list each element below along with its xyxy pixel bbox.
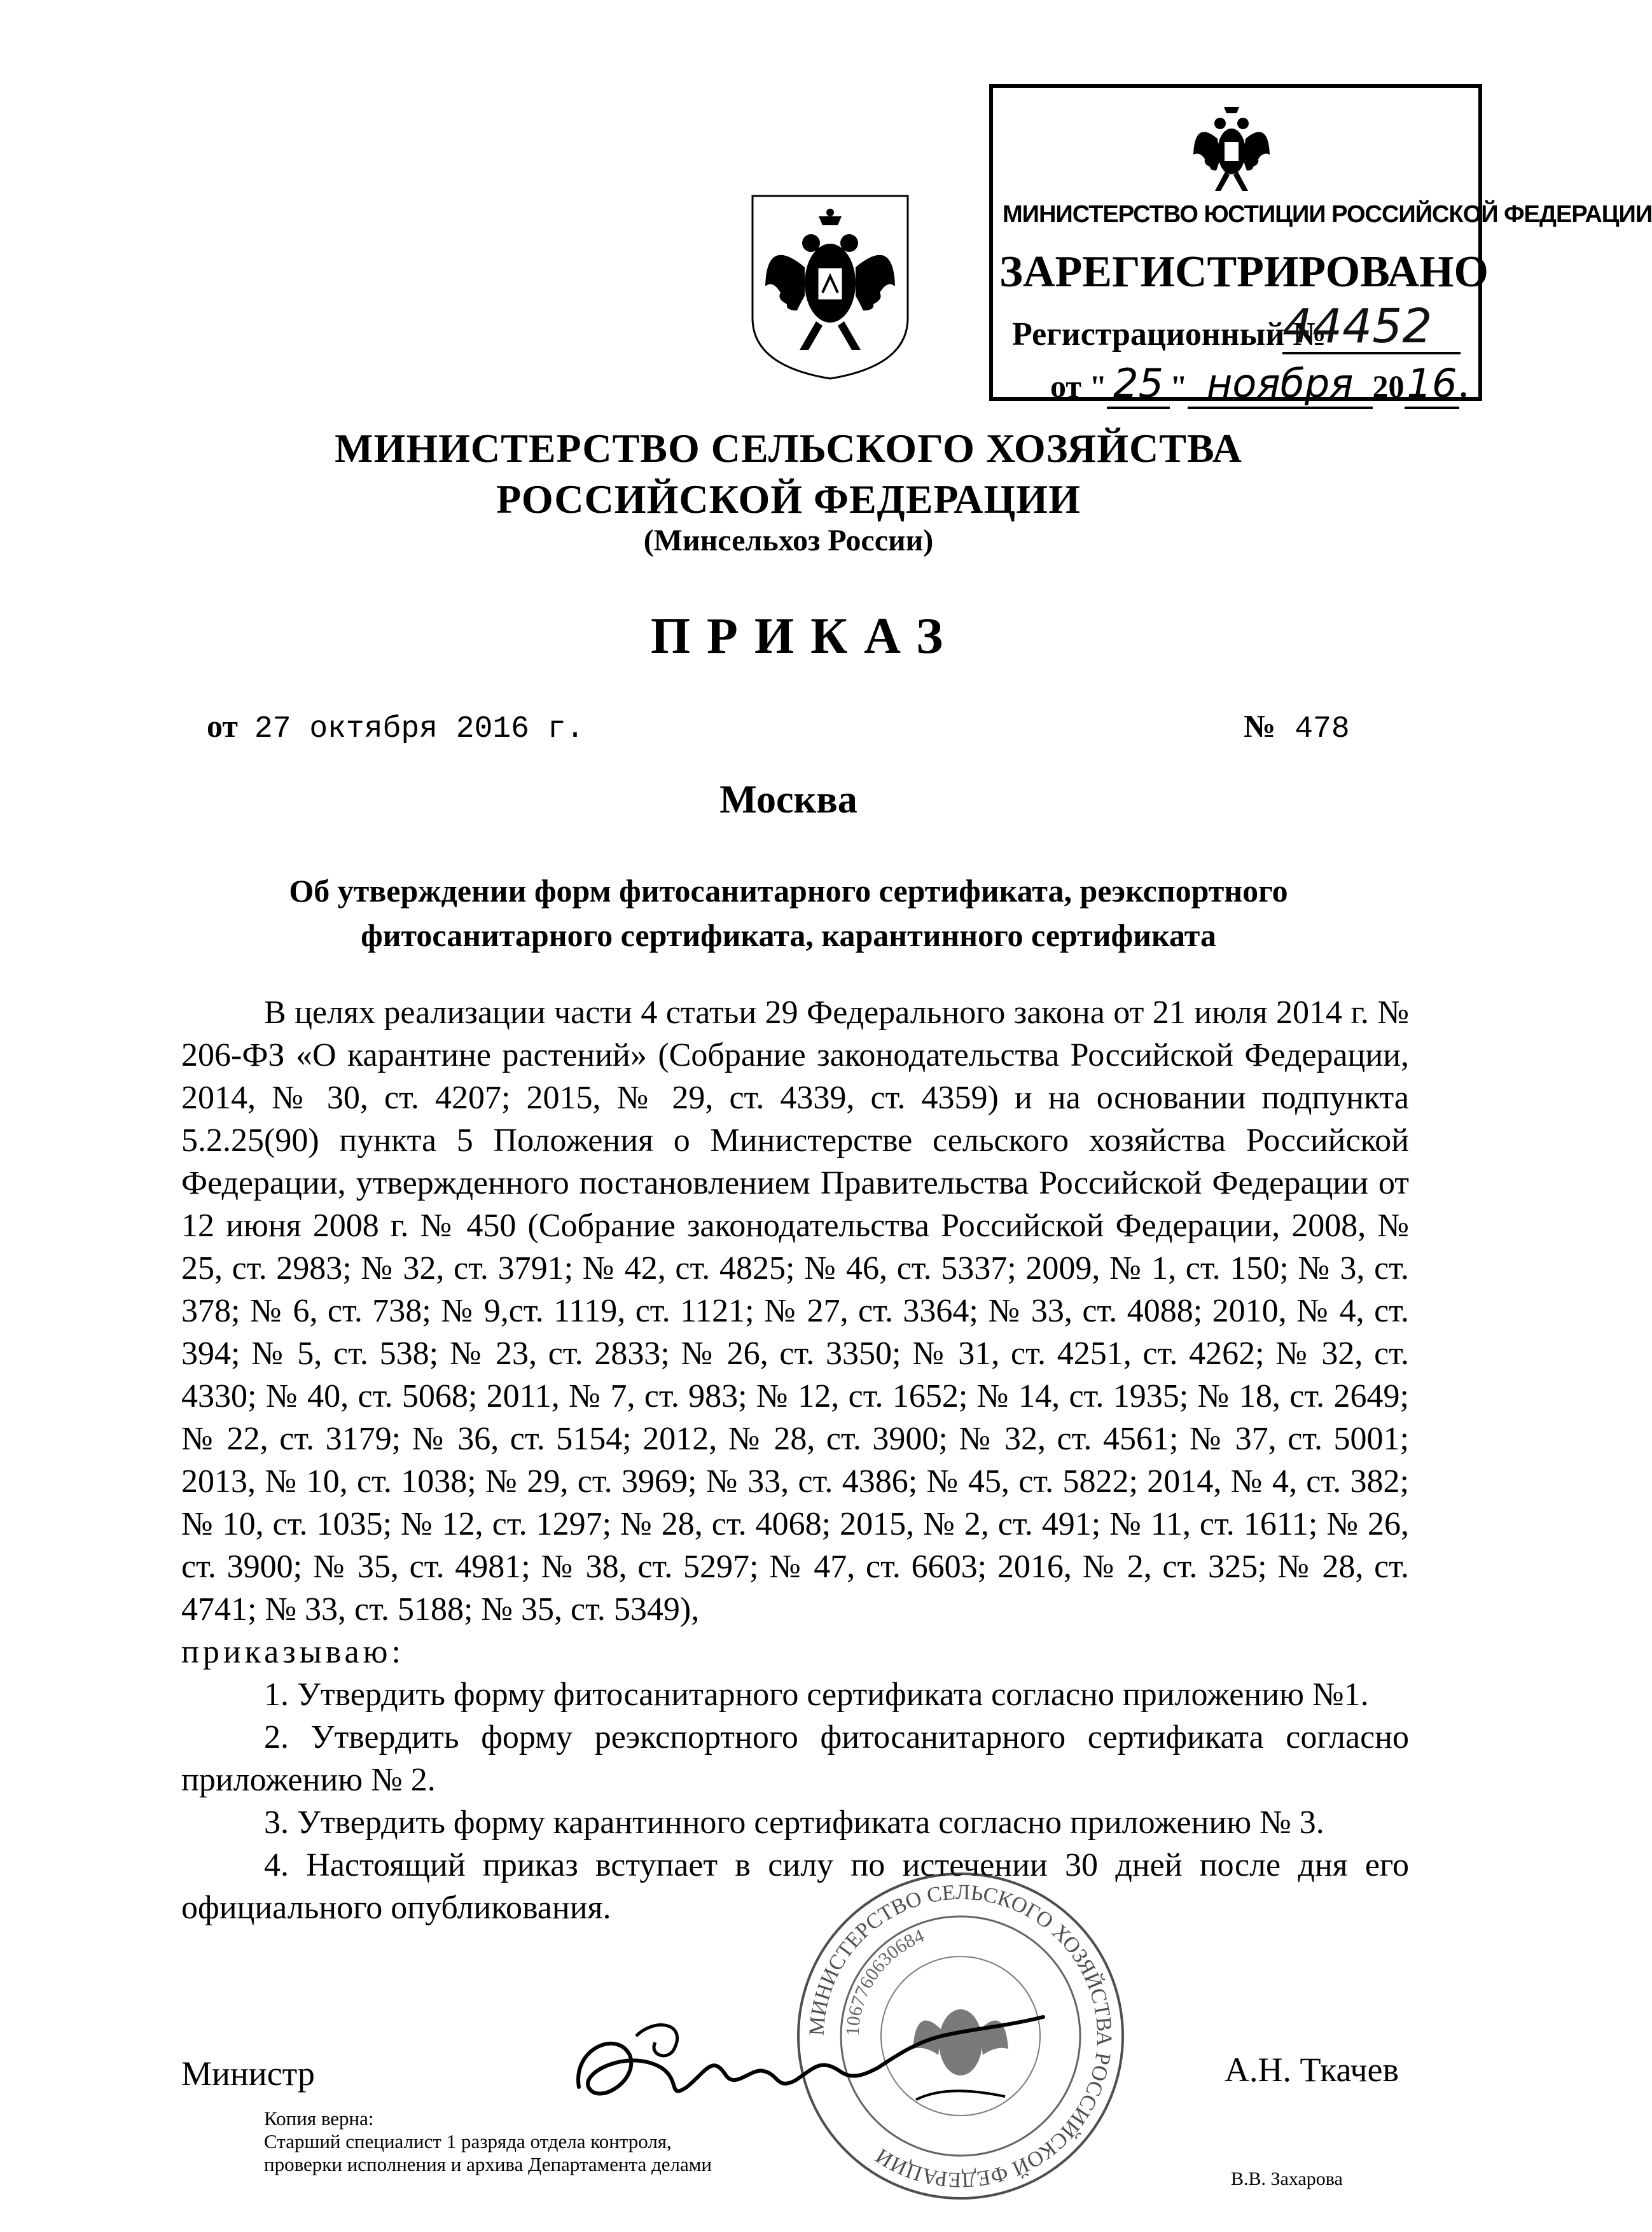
order-item-1: 1. Утвердить форму фитосанитарного сертификата согласно приложению №1. xyxy=(264,1677,1369,1713)
order-date-value: 27 октября 2016 г. xyxy=(254,712,585,746)
stamp-date-end: . xyxy=(1459,368,1468,404)
signer-name: А.Н. Ткачев xyxy=(1225,2051,1399,2089)
order-date xyxy=(207,708,584,746)
document-type-title: ПРИКАЗ xyxy=(650,608,960,664)
stamp-date-year-suffix: 16 xyxy=(1405,360,1460,409)
order-number-label: № xyxy=(1244,708,1276,744)
order-item-3: 3. Утвердить форму карантинного сертификата согласно приложению № 3. xyxy=(264,1804,1324,1841)
copy-line1: Копия верна: xyxy=(264,2107,374,2130)
seal-ogrn: 1067760630684 xyxy=(842,1925,927,2037)
order-subject xyxy=(0,868,1577,958)
stamp-date-quote: " xyxy=(1170,368,1188,404)
order-body xyxy=(181,991,1409,1929)
stamp-registration-number: 44452 xyxy=(1282,301,1461,354)
stamp-ministry-name: МИНИСТЕРСТВО ЮСТИЦИИ РОССИЙСКОЙ ФЕДЕРАЦИИ xyxy=(1003,201,1652,228)
stamp-date-prefix: от " xyxy=(1050,368,1107,404)
copy-certifier-name: В.В. Захарова xyxy=(1231,2168,1343,2189)
coat-of-arms-emblem xyxy=(747,191,913,382)
order-date-label: от xyxy=(207,708,238,744)
copy-certification xyxy=(264,2107,712,2176)
order-item-4: 4. Настоящий приказ вступает в силу по истечении 30 дней после дня его официального опубликования. xyxy=(181,1847,1409,1926)
ministry-name-line2: РОССИЙСКОЙ ФЕДЕРАЦИИ xyxy=(496,477,1081,522)
order-item-2: 2. Утвердить форму реэкспортного фитосанитарного сертификата согласно приложению № 2. xyxy=(181,1719,1409,1798)
stamp-registered-label: ЗАРЕГИСТРИРОВАНО xyxy=(999,248,1489,296)
signer-title: Министр xyxy=(181,2054,315,2093)
seal-text: МИНИСТЕРСТВО СЕЛЬСКОГО ХОЗЯЙСТВА РОССИЙСКОЙ ФЕДЕРАЦИИ xyxy=(805,1880,1116,2192)
order-subject-line1: Об утверждении форм фитосанитарного сертификата, реэкспортного xyxy=(289,873,1288,909)
stamp-date xyxy=(1050,360,1468,409)
handwritten-signature xyxy=(560,2011,1056,2119)
stamp-date-year-prefix: 20 xyxy=(1372,368,1405,404)
order-word: приказываю: xyxy=(181,1634,405,1670)
order-subject-line2: фитосанитарного сертификата, карантинного сертификата xyxy=(361,917,1216,953)
stamp-eagle-icon xyxy=(1187,101,1276,196)
preamble-paragraph: В целях реализации части 4 статьи 29 Федерального закона от 21 июля 2014 г. № 206-ФЗ «О карантине растений» (Собрание законодательства Российской Федерации, 2014, № 30, ст. 4207; 2015, № 29, ст. 4339, ст. 4359) и на основании подпункта 5.2.25(90) пункта 5 Положения о Министерстве сельского хозяйства Российской Федерации, утвержденного постановлением Правительства Российской Федерации от 12 июня 2008 г. № 450 (Собрание законодательства Российской Федерации, 2008, № 25, ст. 2983; № 32, ст. 3791; № 42, ст. 4825; № 46, ст. 5337; 2009, № 1, ст. 150; № 3, ст. 378; № 6, ст. 738; № 9,ст. 1119, ст. 1121; № 27, ст. 3364; № 33, ст. 4088; 2010, № 4, ст. 394; № 5, ст. 538; № 23, ст. 2833; № 26, ст. 3350; № 31, ст. 4251, ст. 4262; № 32, ст. 4330; № 40, ст. 5068; 2011, № 7, ст. 983; № 12, ст. 1652; № 14, ст. 1935; № 18, ст. 2649; № 22, ст. 3179; № 36, ст. 5154; 2012, № 28, ст. 3900; № 32, ст. 4561; № 37, ст. 5001; 2013, № 10, ст. 1038; № 29, ст. 3969; № 33, ст. 4386; № 45, ст. 5822; 2014, № 4, ст. 382; № 10, ст. 1035; № 12, ст. 1297; № 28, ст. 4068; 2015, № 2, ст. 491; № 11, ст. 1611; № 26, ст. 3900; № 35, ст. 4981; № 38, ст. 5297; № 47, ст. 6603; 2016, № 2, ст. 325; № 28, ст. 4741; № 33, ст. 5188; № 35, ст. 5349), xyxy=(181,994,1409,1628)
copy-line2: Старший специалист 1 разряда отдела контроля, xyxy=(264,2130,672,2152)
city-name: Москва xyxy=(719,778,857,821)
order-number-value: 478 xyxy=(1295,712,1350,746)
ministry-short-name: (Минсельхоз России) xyxy=(643,524,934,557)
ministry-name-line1: МИНИСТЕРСТВО СЕЛЬСКОГО ХОЗЯЙСТВА xyxy=(335,426,1242,471)
stamp-date-month: ноября xyxy=(1188,360,1373,409)
stamp-date-day: 25 xyxy=(1107,360,1170,409)
registration-stamp xyxy=(989,84,1652,407)
order-number xyxy=(1244,708,1350,746)
copy-line3: проверки исполнения и архива Департамента делами xyxy=(264,2153,712,2175)
stamp-registration-label: Регистрационный № xyxy=(1012,316,1326,352)
